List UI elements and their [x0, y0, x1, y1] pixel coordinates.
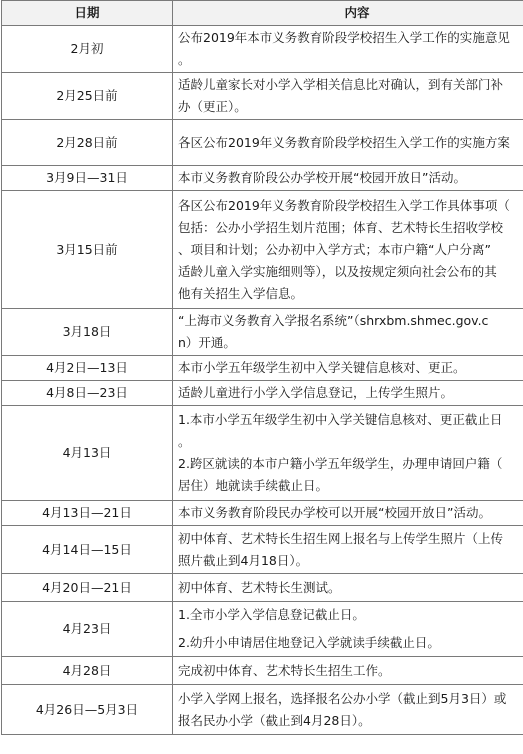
row-date: 2月28日前 — [2, 120, 173, 166]
table-row — [2, 406, 523, 501]
row-content: 初中体育、艺术特长生测试。 — [173, 574, 523, 602]
table-row — [2, 356, 523, 381]
table-row — [2, 526, 523, 574]
table-row — [2, 120, 523, 166]
table-row — [2, 602, 523, 657]
row-date: 4月2日—13日 — [2, 356, 173, 381]
row-content: 1.本市小学五年级学生初中入学关键信息核对、更正截止日 。 2.跨区就读的本市户籍小学五年级学生，办理申请回户籍（ 居住）地就读手续截止日。 — [173, 406, 523, 501]
row-date: 3月15日前 — [2, 191, 173, 309]
row-content: 本市小学五年级学生初中入学关键信息核对、更正。 — [173, 356, 523, 381]
row-content: 适龄儿童进行小学入学信息登记，上传学生照片。 — [173, 381, 523, 406]
table-header-row — [2, 1, 523, 26]
row-content: 公布2019年本市义务教育阶段学校招生入学工作的实施意见 。 — [173, 26, 523, 73]
row-date: 4月8日—23日 — [2, 381, 173, 406]
table-row — [2, 26, 523, 73]
row-date: 4月13日—21日 — [2, 501, 173, 526]
row-date: 4月20日—21日 — [2, 574, 173, 602]
row-date: 4月26日—5月3日 — [2, 685, 173, 735]
table-row — [2, 191, 523, 309]
row-content: 各区公布2019年义务教育阶段学校招生入学工作的实施方案 — [173, 120, 523, 166]
table-row — [2, 685, 523, 735]
header-content: 内容 — [173, 1, 523, 26]
row-content: 小学入学网上报名，选择报名公办小学（截止到5月3日）或 报名民办小学（截止到4月28日）。 — [173, 685, 523, 735]
row-date: 3月18日 — [2, 309, 173, 356]
row-date: 4月23日 — [2, 602, 173, 657]
row-date: 2月初 — [2, 26, 173, 73]
row-content: 各区公布2019年义务教育阶段学校招生入学工作具体事项（ 包括：公办小学招生划片范围；体育、艺术特长生招收学校 、项目和计划；公办初中入学方式；本市户籍“人户分离” 适龄儿童入学实施细则等），以及按规定须向社会公布的其 他有关招生入学信息。 — [173, 191, 523, 309]
row-date: 4月14日—15日 — [2, 526, 173, 574]
row-content: “上海市义务教育入学报名系统”（shrxbm.shmec.gov.c n）开通。 — [173, 309, 523, 356]
row-date: 2月25日前 — [2, 73, 173, 120]
row-content: 本市义务教育阶段公办学校开展“校园开放日”活动。 — [173, 166, 523, 191]
table-row — [2, 381, 523, 406]
table-row — [2, 166, 523, 191]
row-content: 适龄儿童家长对小学入学相关信息比对确认，到有关部门补 办（更正）。 — [173, 73, 523, 120]
row-content: 完成初中体育、艺术特长生招生工作。 — [173, 657, 523, 685]
row-content: 初中体育、艺术特长生招生网上报名与上传学生照片（上传 照片截止到4月18日）。 — [173, 526, 523, 574]
table-row — [2, 73, 523, 120]
row-date: 4月28日 — [2, 657, 173, 685]
table-row — [2, 501, 523, 526]
header-date: 日期 — [2, 1, 173, 26]
row-content: 本市义务教育阶段民办学校可以开展“校园开放日”活动。 — [173, 501, 523, 526]
row-date: 3月9日—31日 — [2, 166, 173, 191]
table-row — [2, 657, 523, 685]
table-row — [2, 309, 523, 356]
enrollment-schedule-table — [1, 0, 523, 735]
table-row — [2, 574, 523, 602]
row-content: 1.全市小学入学信息登记截止日。 2.幼升小申请居住地登记入学就读手续截止日。 — [173, 602, 523, 657]
row-date: 4月13日 — [2, 406, 173, 501]
